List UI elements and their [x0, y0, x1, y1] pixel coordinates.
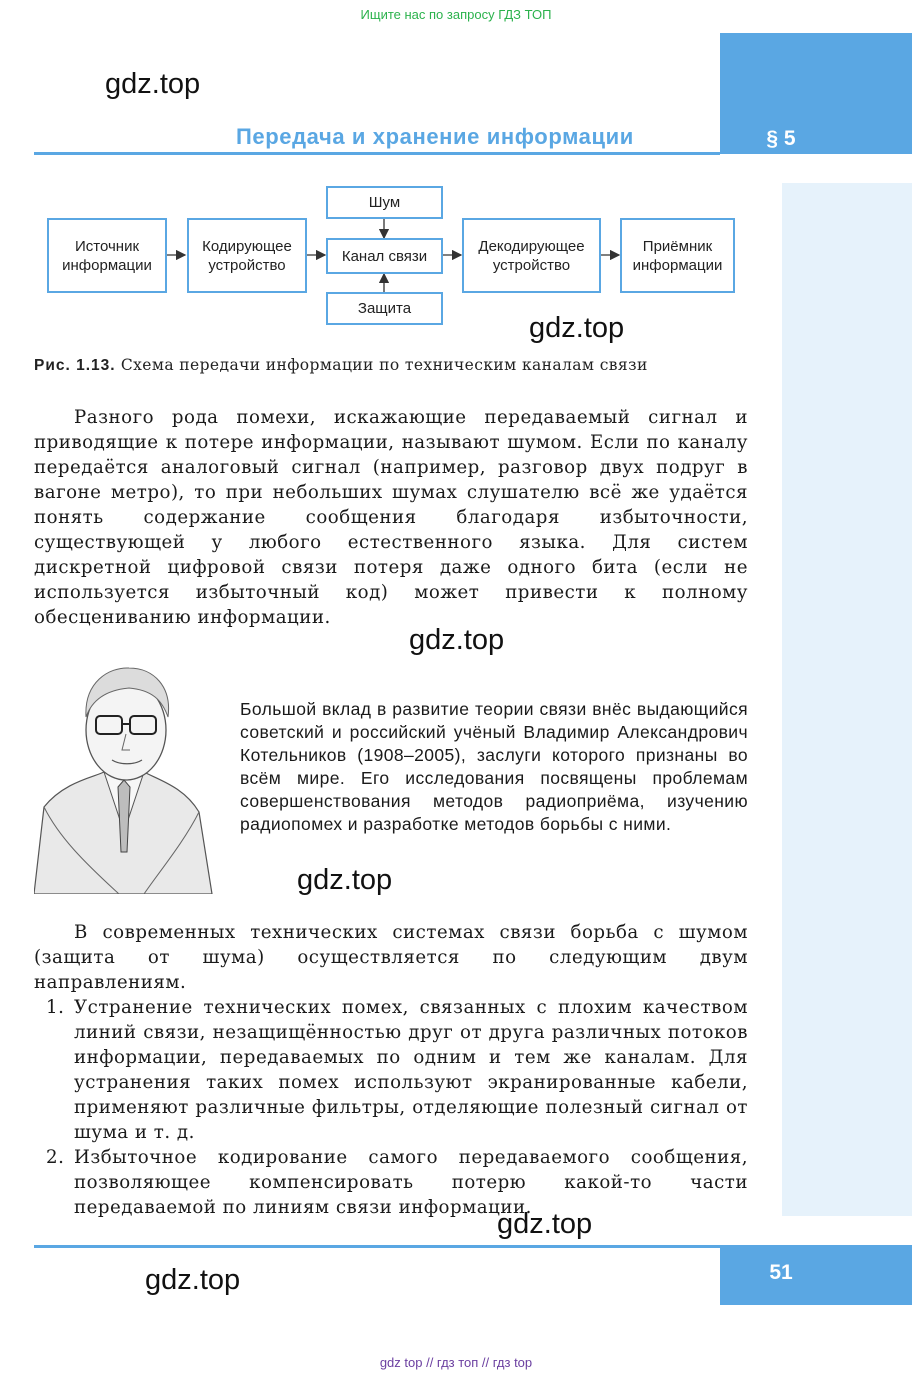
paragraph-number: § 5	[766, 127, 796, 150]
list-item: 2. Избыточное кодирование самого передаваемого сообщения, позволяющее компенсировать потерю какой-то части передаваемой по линиям связи информации.	[46, 1147, 748, 1218]
watermark: gdz.top	[497, 1208, 593, 1240]
receiver-box: Приёмник информации	[620, 218, 735, 293]
kotelnikov-portrait	[34, 662, 214, 894]
watermark: gdz.top	[145, 1264, 241, 1296]
watermark: gdz.top	[409, 624, 505, 656]
paragraph-noise: Разного рода помехи, искажающие передаваемый сигнал и приводящие к потере информации, называют шумом. Если по каналу передаётся аналоговый сигнал (например, разговор двух подруг в вагоне метро), то при небольших шумах слушателю всё же удаётся понять содержание сообщения благодаря избыточности, существующей у любого естественного языка. Для систем дискретной цифровой связи потеря даже одного бита (если не используется избыточный код) может привести к полному обесцениванию информации.	[34, 407, 748, 628]
decoder-box: Декодирующее устройство	[462, 218, 601, 293]
encoder-box: Кодирующее устройство	[187, 218, 307, 293]
paragraph-protection: В современных технических системах связи борьба с шумом (защита от шума) осуществляется по следующим двум направлениям. 1. Устранение технических помех, связанных с плохим качеством линий связи, незащищённостью друг от друга различных потоков информации, передаваемых по одним и тем же каналам. Для устранения таких помех используют экранированные кабели, применяют различные фильтры, отделяющие полезный сигнал от шума и т. д. 2. Избыточное кодирование самого передаваемого сообщения, позволяющее компенсировать потерю какой-то части передаваемой по линиям связи информации.	[34, 922, 748, 1218]
noise-box: Шум	[326, 186, 443, 219]
caption-label: Рис. 1.13.	[34, 357, 116, 374]
source-box: Источник информации	[47, 218, 167, 293]
top-note: Ищите нас по запросу ГДЗ ТОП	[360, 7, 552, 22]
watermark: gdz.top	[529, 312, 625, 344]
channel-box: Канал связи	[326, 238, 443, 274]
figure-caption	[34, 356, 750, 375]
section-title: Передача и хранение информации	[236, 124, 634, 149]
protection-methods-list	[34, 995, 748, 1220]
caption-text: Схема передачи информации по техническим каналам связи	[120, 356, 648, 374]
page-number: 51	[769, 1261, 793, 1284]
footer-links[interactable]: gdz top // гдз топ // гдз top	[379, 1355, 533, 1370]
list-item: 1. Устранение технических помех, связанных с плохим качеством линий связи, незащищённостью друг от друга различных потоков информации, передаваемых по одним и тем же каналам. Для устранения таких помех используют экранированные кабели, применяют различные фильтры, отделяющие полезный сигнал от шума и т. д.	[46, 997, 748, 1143]
footer-rule	[34, 1245, 720, 1248]
watermark: gdz.top	[105, 68, 201, 100]
kotelnikov-bio: Большой вклад в развитие теории связи внёс выдающийся советский и российский учёный Владимир Александрович Котельников (1908–2005), заслуги которого признаны во всём мире. Его исследования посвящены проблемам совершенствования методов радиоприёма, изучению радиопомех и разработке методов борьбы с ними.	[240, 699, 748, 834]
watermark: gdz.top	[297, 864, 393, 896]
protection-box: Защита	[326, 292, 443, 325]
